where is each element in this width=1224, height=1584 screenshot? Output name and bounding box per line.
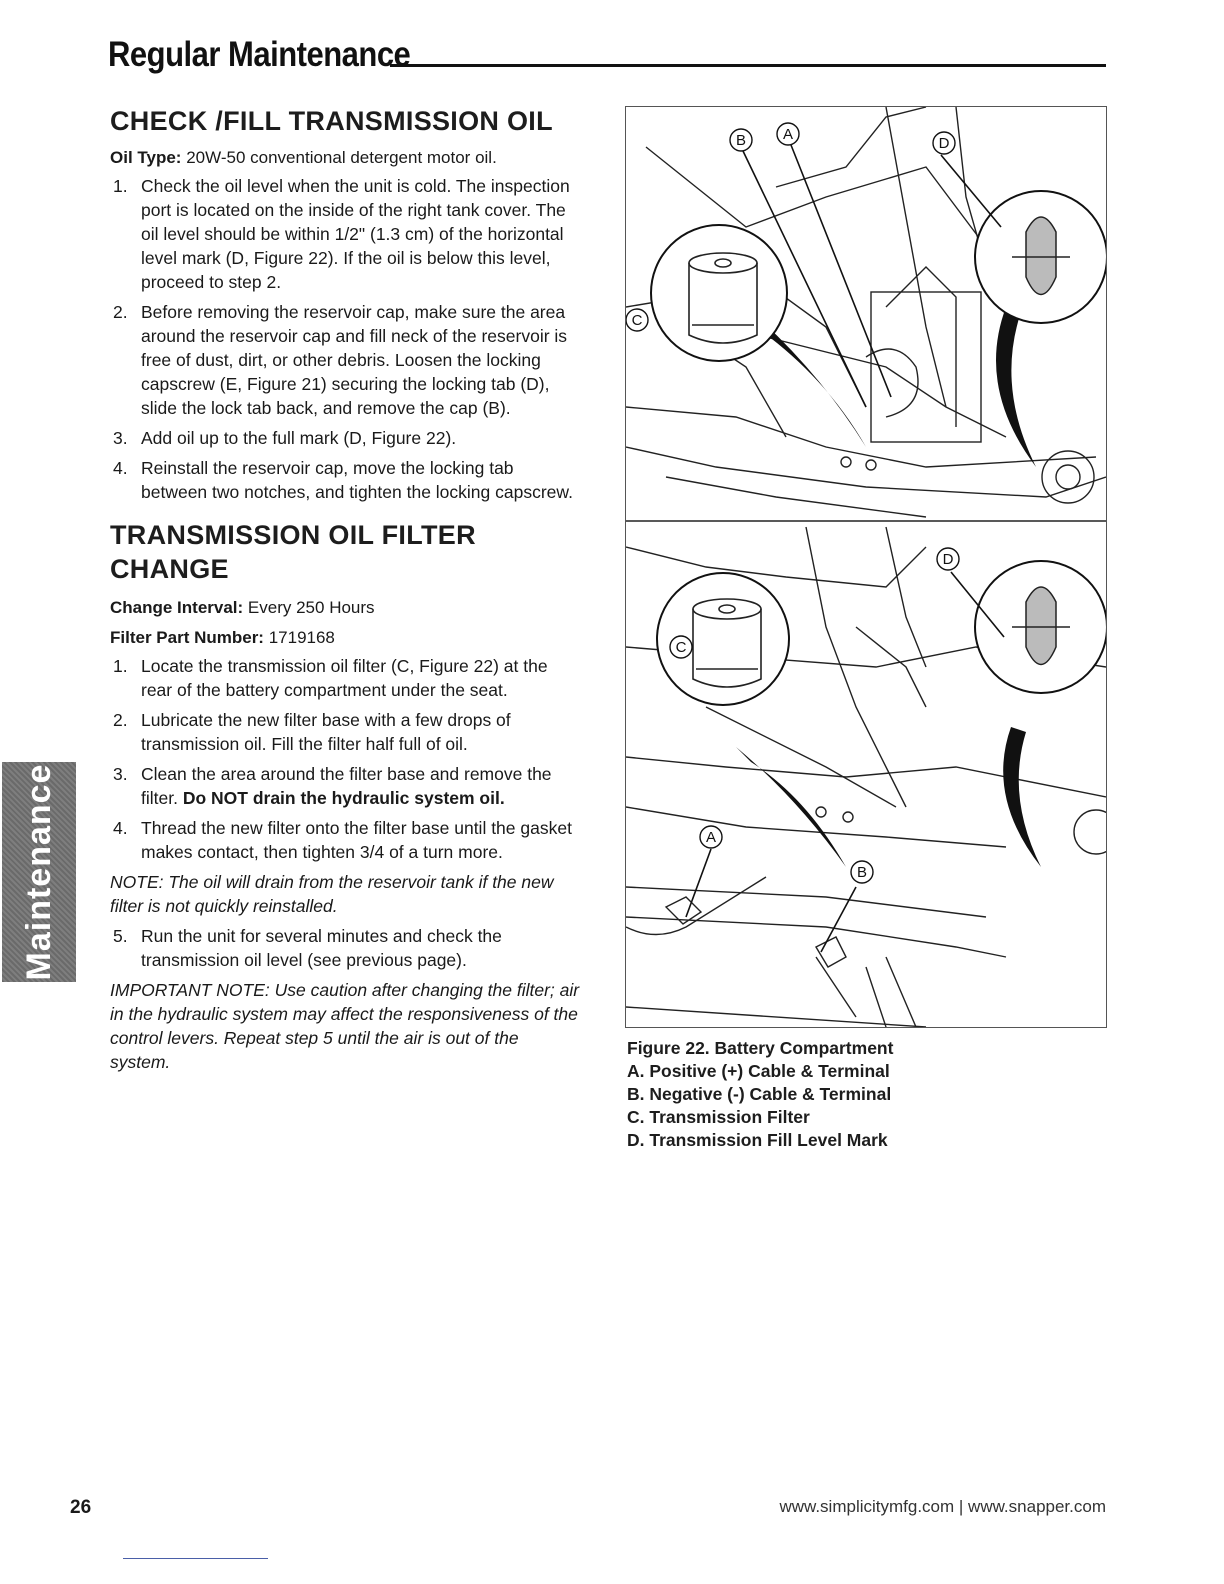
change-interval-value: Every 250 Hours [243,598,375,617]
step-text: Reinstall the reservoir cap, move the locking tab between two notches, and tighten the locking capscrew. [141,458,573,502]
header-rule [390,64,1106,67]
callout-a-lower: A [705,829,717,846]
step-text: Locate the transmission oil filter (C, Figure 22) at the rear of the battery compartment under the seat. [141,656,548,700]
callout-b-lower: B [856,864,868,881]
step-number: 5. [113,926,128,946]
step-text: Before removing the reservoir cap, make sure the area around the reservoir cap and fill neck of the reservoir is free of dust, dirt, or other debris. Loosen the locking capscrew (E, Figure 21) securing the locking tab (D), slide the lock tab back, and remove the cap (B). [141,302,568,418]
callout-b-upper: B [735,132,747,149]
callout-c-upper: C [631,312,643,329]
list-item [110,762,580,810]
caption-item: D. Transmission Fill Level Mark [627,1130,888,1150]
step-text: Run the unit for several minutes and check the transmission oil level (see previous page). [141,926,502,970]
filter-part-label: Filter Part Number: [110,628,264,647]
list-item [110,426,580,450]
side-tab-maintenance [2,762,76,982]
side-tab-label: Maintenance [20,763,58,981]
change-interval [110,596,580,620]
step-text: Clean the area around the filter base and remove the filter. [141,764,552,808]
callout-c-lower: C [675,639,687,656]
list-item [110,174,580,294]
figure-caption [627,1037,1107,1152]
figure-22-illustration [625,106,1107,1028]
list-item [110,924,580,972]
list-item [110,816,580,864]
caption-item: A. Positive (+) Cable & Terminal [627,1061,890,1081]
callout-d-lower: D [942,551,954,568]
step-number: 4. [113,818,128,838]
step-text: Check the oil level when the unit is cold. The inspection port is located on the inside of the right tank cover. The oil level should be within 1/2" (1.3 cm) of the horizontal level mark (D, Figure 22). If the oil is below this level, proceed to step 2. [141,176,570,292]
callout-d-upper: D [938,135,950,152]
caption-title: Figure 22. Battery Compartment [627,1038,894,1058]
change-interval-label: Change Interval: [110,598,244,617]
footer-url: www.simplicitymfg.com | www.snapper.com [779,1497,1106,1516]
step-number: 2. [113,302,128,322]
footer-divider [123,1558,268,1559]
page-header-title: Regular Maintenance [108,34,411,75]
oil-type-label: Oil Type: [110,148,182,167]
list-item [110,654,580,702]
page-header [108,34,1106,74]
step-text: Lubricate the new filter base with a few drops of transmission oil. Fill the filter half full of oil. [141,710,511,754]
caption-item: C. Transmission Filter [627,1107,810,1127]
filter-part-value: 1719168 [263,628,335,647]
callout-a-upper: A [782,126,794,143]
step-number: 1. [113,176,128,196]
section1-steps [110,174,580,504]
step-number: 1. [113,656,128,676]
filter-part-number [110,626,580,650]
oil-type [110,146,580,170]
section2-steps [110,654,580,864]
section2-step5 [110,924,580,972]
list-item [110,300,580,420]
step-text: Thread the new filter onto the filter base until the gasket makes contact, then tighten 3/4 of a turn more. [141,818,572,862]
step-warning: Do NOT drain the hydraulic system oil. [182,788,505,808]
section2-heading-line2: CHANGE [110,554,229,584]
battery-compartment-drawing [626,107,1106,1027]
page-number: 26 [70,1497,92,1518]
important-note: IMPORTANT NOTE: Use caution after changing the filter; air in the hydraulic system may affect the responsiveness of the control levers. Repeat step 5 until the air is out of the system. [110,980,580,1072]
step-number: 4. [113,458,128,478]
step-text: Add oil up to the full mark (D, Figure 22). [141,428,457,448]
section2-heading [110,518,580,586]
caption-item: B. Negative (-) Cable & Terminal [627,1084,892,1104]
list-item [110,708,580,756]
step-number: 3. [113,764,128,784]
oil-type-value: 20W-50 conventional detergent motor oil. [181,148,497,167]
list-item [110,456,580,504]
section1-heading: CHECK /FILL TRANSMISSION OIL [110,106,553,136]
step-number: 2. [113,710,128,730]
step-number: 3. [113,428,128,448]
left-column [110,104,580,1080]
section2-heading-line1: TRANSMISSION OIL FILTER [110,520,476,550]
note: NOTE: The oil will drain from the reservoir tank if the new filter is not quickly reinstalled. [110,872,554,916]
